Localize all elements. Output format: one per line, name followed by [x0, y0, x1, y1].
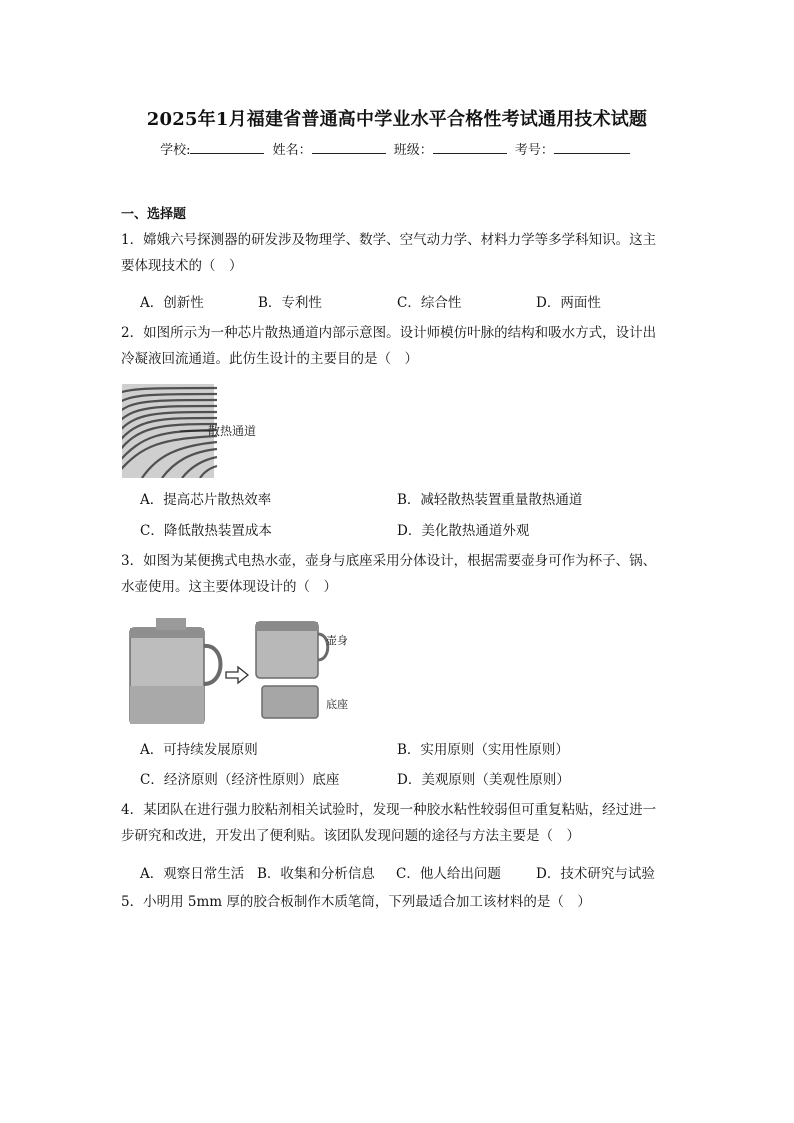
name-label: 姓名：: [272, 143, 312, 158]
electric-kettle-figure: [126, 614, 352, 724]
q4-option-b[interactable]: B．收集和分析信息: [257, 866, 375, 882]
q3-option-a[interactable]: A．可持续发展原则: [140, 742, 258, 758]
q4-option-a[interactable]: A．观察日常生活: [140, 866, 245, 882]
question-2-line2: 冷凝液回流通道。此仿生设计的主要目的是（ ）: [121, 351, 418, 367]
question-4-stem: [121, 797, 676, 849]
section-title: 一、选择题: [121, 207, 187, 222]
cooling-channel-label: 散热通道: [208, 424, 257, 438]
q3-option-b[interactable]: B．实用原则（实用性原则）: [397, 742, 569, 758]
q4-option-d[interactable]: D．技术研究与试验: [536, 866, 655, 882]
q1-option-a[interactable]: A．创新性: [140, 295, 204, 311]
question-3-line2: 水壶使用。这主要体现设计的（ ）: [121, 579, 337, 595]
q2-option-d[interactable]: D．美化散热通道外观: [397, 523, 530, 539]
kettle-body-label: 壶身: [326, 634, 348, 647]
q1-option-d[interactable]: D．两面性: [536, 295, 601, 311]
question-1-stem: [121, 227, 676, 279]
q3-option-d[interactable]: D．美观原则（美观性原则）: [397, 772, 570, 788]
kettle-base-label: 底座: [326, 698, 348, 711]
question-3-line1: 3．如图为某便携式电热水壶，壶身与底座采用分体设计，根据需要壶身可作为杯子、锅、: [121, 553, 657, 569]
question-1-line1: 1．嫦娥六号探测器的研发涉及物理学、数学、空气动力学、材料力学等多学科知识。这主: [121, 232, 657, 248]
question-1-line2: 要体现技术的（ ）: [121, 258, 243, 274]
school-label: 学校:: [160, 143, 191, 158]
page-title: 2025年1月福建省普通高中学业水平合格性考试通用技术试题: [146, 109, 648, 130]
question-4-line1: 4．某团队在进行强力胶粘剂相关试验时，发现一种胶水粘性较弱但可重复粘贴，经过进一: [121, 802, 657, 818]
question-5-line1: 5．小明用 5mm 厚的胶合板制作木质笔筒，下列最适合加工该材料的是（ ）: [121, 894, 591, 910]
q1-option-b[interactable]: B．专利性: [258, 295, 322, 311]
question-5-stem: [121, 889, 676, 915]
q4-option-c[interactable]: C．他人给出问题: [396, 866, 501, 882]
school-blank[interactable]: [190, 140, 264, 154]
question-2-stem: [121, 320, 676, 372]
chip-cooling-channel-figure: [122, 384, 282, 478]
student-info-line: [0, 139, 794, 158]
question-4-line2: 步研究和改进，开发出了便利贴。该团队发现问题的途径与方法主要是（ ）: [121, 828, 580, 844]
question-3-stem: [121, 548, 676, 600]
number-blank[interactable]: [554, 140, 630, 154]
q2-option-c[interactable]: C．降低散热装置成本: [140, 523, 272, 539]
q3-option-c[interactable]: C．经济原则（经济性原则）底座: [140, 772, 340, 788]
number-label: 考号：: [514, 143, 554, 158]
class-blank[interactable]: [433, 140, 507, 154]
class-label: 班级：: [393, 143, 433, 158]
question-2-line1: 2．如图所示为一种芯片散热通道内部示意图。设计师模仿叶脉的结构和吸水方式，设计出: [121, 325, 657, 341]
name-blank[interactable]: [312, 140, 386, 154]
q1-option-c[interactable]: C．综合性: [397, 295, 462, 311]
q2-option-b[interactable]: B．减轻散热装置重量散热通道: [397, 492, 583, 508]
q2-option-a[interactable]: A．提高芯片散热效率: [140, 492, 272, 508]
